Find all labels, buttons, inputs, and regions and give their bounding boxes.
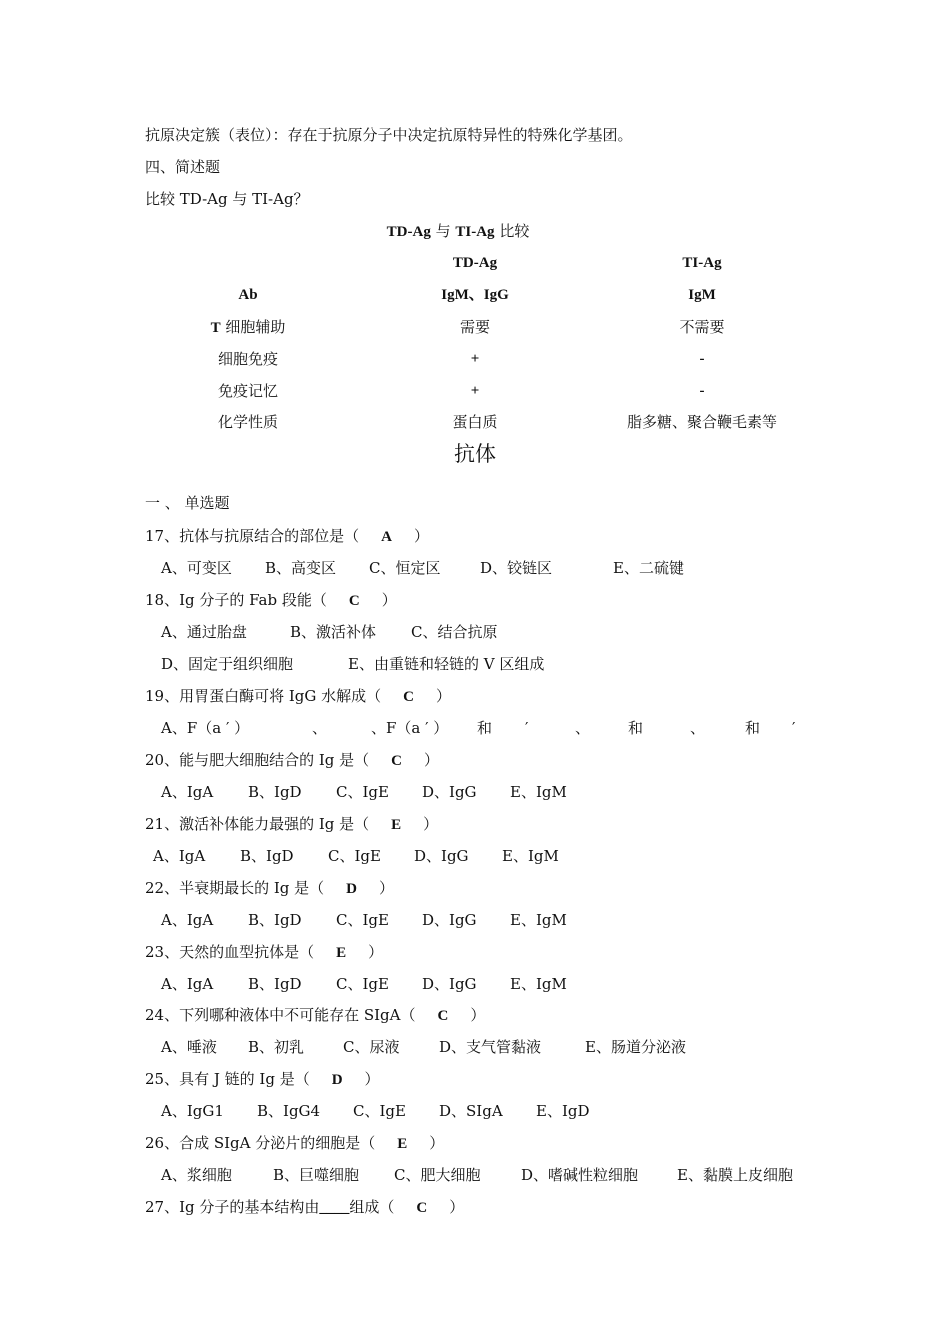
option-c: C、恒定区 <box>369 559 441 577</box>
option-c: C、IgE <box>353 1102 406 1120</box>
option-e: E、IgM <box>502 847 559 865</box>
question-stem: 19、用胃蛋白酶可将 IgG 水解成（ C ） <box>145 687 451 705</box>
question-stem: 27、Ig 分子的基本结构由____组成（ C ） <box>145 1198 465 1216</box>
option-c: C、肥大细胞 <box>394 1166 481 1184</box>
option-b: B、IgD <box>248 975 302 993</box>
option-c: C、IgE <box>328 847 381 865</box>
chapter-title: 抗体 <box>454 442 496 466</box>
answer-label: D <box>331 1072 343 1088</box>
answer-label: D <box>346 881 357 897</box>
column-header-td: TD-Ag <box>452 255 498 271</box>
answer-label: A <box>381 529 392 545</box>
option-d: D、嗜碱性粒细胞 <box>521 1166 639 1184</box>
question-stem: 20、能与肥大细胞结合的 Ig 是（ C ） <box>145 751 440 769</box>
section-heading-4: 四、简述题 <box>145 158 221 176</box>
option-e: E、IgM <box>510 975 567 993</box>
option-d: D、SIgA <box>439 1102 503 1120</box>
row-ti-value: 不需要 <box>679 318 725 336</box>
answer-label: E <box>397 1136 408 1152</box>
option-b: B、IgG4 <box>257 1102 321 1120</box>
option-a: A、IgA <box>161 783 214 801</box>
question-stem: 18、Ig 分子的 Fab 段能（ C ） <box>145 591 397 609</box>
question-stem: 21、激活补体能力最强的 Ig 是（ E ） <box>145 815 439 833</box>
option-e: E、二硫键 <box>613 559 684 577</box>
option-a: A、通过胎盘 <box>161 623 247 641</box>
option-fragment: 和 <box>477 719 493 737</box>
option-d: D、支气管黏液 <box>439 1038 542 1056</box>
option-e: E、IgM <box>510 783 567 801</box>
section-heading-1: 一 、 单选题 <box>145 494 230 512</box>
row-label: T 细胞辅助 <box>210 318 286 336</box>
answer-label: E <box>336 945 347 961</box>
option-c: C、尿液 <box>343 1038 400 1056</box>
answer-label: C <box>437 1008 449 1024</box>
row-td-value: + <box>470 351 480 367</box>
option-c: C、IgE <box>336 911 389 929</box>
option-b: B、初乳 <box>248 1038 305 1056</box>
option-fragment: 、 <box>575 719 591 737</box>
option-c: C、IgE <box>336 783 389 801</box>
option-d: D、IgG <box>422 783 477 801</box>
question-stem: 22、半衰期最长的 Ig 是（ D ） <box>145 879 395 897</box>
row-td-value: + <box>470 383 480 399</box>
option-d: D、IgG <box>422 975 477 993</box>
question-text: 比较 TD-Ag 与 TI-Ag？ <box>145 190 309 208</box>
option-b: B、高变区 <box>265 559 337 577</box>
row-td-value: 蛋白质 <box>452 413 498 431</box>
row-label: 化学性质 <box>217 413 279 431</box>
answer-label: E <box>391 817 402 833</box>
answer-label: C <box>416 1200 428 1216</box>
option-c: C、IgE <box>336 975 389 993</box>
option-fragment: 、 <box>312 719 328 737</box>
row-ti-value: IgM <box>688 287 716 303</box>
row-td-value: IgM、IgG <box>441 287 509 303</box>
option-fragment: ′ <box>525 719 529 737</box>
option-d: D、IgG <box>414 847 469 865</box>
option-d: D、铰链区 <box>480 559 553 577</box>
row-label: 免疫记忆 <box>217 382 279 400</box>
option-e: E、肠道分泌液 <box>585 1038 686 1056</box>
row-td-value: 需要 <box>459 318 491 336</box>
row-ti-value: - <box>699 383 705 399</box>
question-stem: 26、合成 SIgA 分泌片的细胞是（ E ） <box>145 1134 445 1152</box>
option-a: A、浆细胞 <box>161 1166 232 1184</box>
option-b: B、IgD <box>248 783 302 801</box>
option-a: A、IgG1 <box>161 1102 224 1120</box>
option-a: A、IgA <box>153 847 206 865</box>
option-a: A、可变区 <box>161 559 232 577</box>
option-b: B、IgD <box>240 847 294 865</box>
option-b: B、IgD <box>248 911 302 929</box>
question-stem: 17、抗体与抗原结合的部位是（ A ） <box>145 527 429 545</box>
row-ti-value: - <box>699 351 705 367</box>
option-e: E、黏膜上皮细胞 <box>677 1166 793 1184</box>
question-stem: 23、天然的血型抗体是（ E ） <box>145 943 384 961</box>
option-c: C、结合抗原 <box>411 623 498 641</box>
option-d: D、固定于组织细胞 <box>161 655 294 673</box>
question-stem: 24、下列哪种液体中不可能存在 SIgA（ C ） <box>145 1006 486 1024</box>
answer-blank: ____ <box>319 1200 350 1216</box>
answer-label: C <box>403 689 414 705</box>
option-a: A、IgA <box>161 911 214 929</box>
option-fragment: 、F（a ′ ） <box>371 719 449 737</box>
option-a: A、IgA <box>161 975 214 993</box>
option-e: E、IgM <box>510 911 567 929</box>
row-ti-value: 脂多糖、聚合鞭毛素等 <box>626 413 778 431</box>
option-fragment: A、F（a ′ ） <box>161 719 250 737</box>
option-d: D、IgG <box>422 911 477 929</box>
answer-label: C <box>391 753 402 769</box>
table-title: TD-Ag 与 TI-Ag 比较 <box>386 222 530 240</box>
column-header-ti: TI-Ag <box>682 255 722 271</box>
option-b: B、巨噬细胞 <box>273 1166 360 1184</box>
answer-label: C <box>348 593 360 609</box>
option-e: E、IgD <box>536 1102 590 1120</box>
option-fragment: ′ <box>792 719 796 737</box>
definition-text: 抗原决定簇（表位）：存在于抗原分子中决定抗原特异性的特殊化学基团。 <box>145 126 633 144</box>
option-e: E、由重链和轻链的 V 区组成 <box>348 655 545 673</box>
option-a: A、唾液 <box>161 1038 217 1056</box>
option-fragment: 和 <box>628 719 644 737</box>
row-label: Ab <box>238 287 258 303</box>
option-b: B、激活补体 <box>290 623 377 641</box>
row-label: 细胞免疫 <box>217 350 279 368</box>
option-fragment: 和 <box>745 719 761 737</box>
option-fragment: 、 <box>690 719 706 737</box>
question-stem: 25、具有 J 链的 Ig 是（ D ） <box>145 1070 380 1088</box>
